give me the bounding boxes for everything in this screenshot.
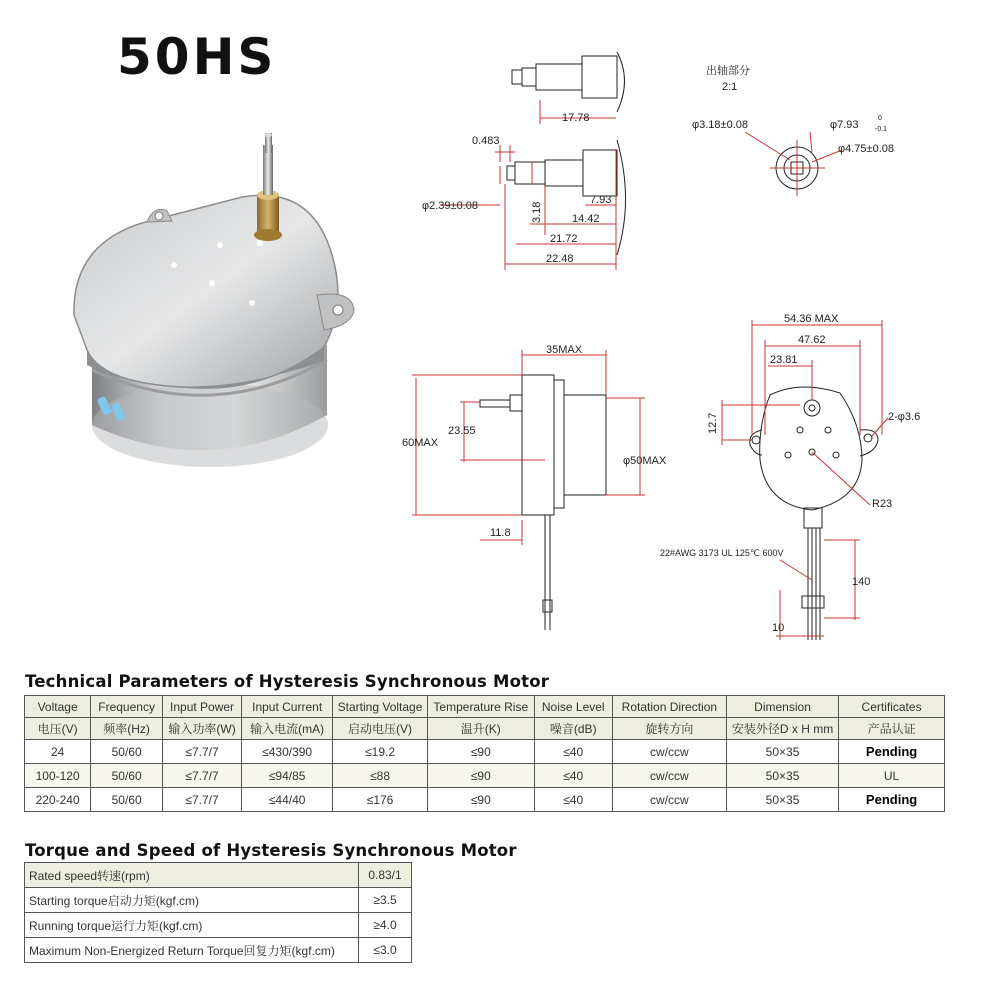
dim-140: 140 (852, 576, 871, 588)
col-certificates-cn: 产品认证 (839, 718, 945, 740)
col-noise-cn: 噪音(dB) (534, 718, 612, 740)
cell-temp-rise: ≤90 (427, 764, 534, 788)
cell-noise: ≤40 (534, 740, 612, 764)
cell-temp-rise: ≤90 (427, 740, 534, 764)
cell-dimension: 50×35 (726, 740, 838, 764)
table-row (25, 888, 412, 913)
dim-7-93: 7.93 (590, 194, 612, 206)
torque-speed-title: Torque and Speed of Hysteresis Synchronous Motor (25, 841, 517, 860)
dim-21-72: 21.72 (550, 233, 578, 245)
table-row (25, 788, 945, 812)
torque-value: ≥4.0 (359, 913, 412, 938)
motor-photo (62, 125, 362, 470)
dim-0-483: 0.483 (472, 135, 500, 147)
dim-phi-7-93: φ7.93 (830, 119, 859, 131)
wire-spec: 22#AWG 3173 UL 125℃ 600V (660, 548, 784, 558)
dim-phi-50max: φ50MAX (623, 455, 667, 467)
table-header-en (25, 696, 945, 718)
motor-side-view (412, 350, 645, 630)
dim-60max: 60MAX (402, 437, 439, 449)
dim-phi-3-18: φ3.18±0.08 (692, 119, 748, 131)
dim-23-55: 23.55 (448, 425, 476, 437)
cell-rotation: cw/ccw (612, 764, 726, 788)
cell-rotation: cw/ccw (612, 740, 726, 764)
table-row (25, 764, 945, 788)
col-starting-voltage-en: Starting Voltage (333, 696, 428, 718)
col-dimension-cn: 安装外径D x H mm (726, 718, 838, 740)
dim-14-42: 14.42 (572, 213, 600, 225)
col-noise-en: Noise Level (534, 696, 612, 718)
cell-starting-voltage: ≤176 (333, 788, 428, 812)
cell-voltage: 220-240 (25, 788, 91, 812)
dim-11-8: 11.8 (490, 527, 511, 539)
torque-value: 0.83/1 (359, 863, 412, 888)
cell-input-current: ≤430/390 (242, 740, 333, 764)
cell-certificates: Pending (839, 740, 945, 764)
dim-3-18: 3.18 (531, 201, 543, 223)
torque-value: ≥3.5 (359, 888, 412, 913)
col-input-power-cn: 输入功率(W) (162, 718, 241, 740)
col-temp-rise-cn: 温升(K) (427, 718, 534, 740)
cell-certificates: Pending (839, 788, 945, 812)
table-header-cn (25, 718, 945, 740)
dim-r23: R23 (872, 498, 893, 510)
dim-12-7: 12.7 (707, 412, 719, 434)
dim-35max: 35MAX (546, 344, 583, 356)
cell-frequency: 50/60 (91, 764, 163, 788)
dim-10: 10 (772, 622, 785, 634)
torque-label: Running torque运行力矩(kgf.cm) (25, 913, 359, 938)
cell-input-power: ≤7.7/7 (162, 788, 241, 812)
torque-value: ≤3.0 (359, 938, 412, 963)
dim-phi-7-93-tol-upper: 0 (878, 115, 882, 122)
motor-front-view (722, 320, 888, 640)
cell-rotation: cw/ccw (612, 788, 726, 812)
cell-starting-voltage: ≤19.2 (333, 740, 428, 764)
torque-label: Starting torque启动力矩(kgf.cm) (25, 888, 359, 913)
cell-noise: ≤40 (534, 788, 612, 812)
model-title: 50HS (117, 28, 277, 86)
dim-17-78: 17.78 (562, 112, 590, 124)
cell-frequency: 50/60 (91, 740, 163, 764)
col-voltage-en: Voltage (25, 696, 91, 718)
cell-certificates: UL (839, 764, 945, 788)
col-input-power-en: Input Power (162, 696, 241, 718)
col-rotation-cn: 旋转方向 (612, 718, 726, 740)
shaft-detail-title: 出轴部分 (706, 65, 750, 77)
torque-label: Maximum Non-Energized Return Torque回复力矩(kgf.cm) (25, 938, 359, 963)
table-row (25, 863, 412, 888)
cell-input-power: ≤7.7/7 (162, 740, 241, 764)
col-dimension-en: Dimension (726, 696, 838, 718)
technical-drawing (400, 40, 1000, 650)
dim-47-62: 47.62 (798, 334, 826, 346)
col-certificates-en: Certificates (839, 696, 945, 718)
dim-2-phi-3-6: 2-φ3.6 (888, 411, 921, 423)
cell-voltage: 24 (25, 740, 91, 764)
col-temp-rise-en: Temperature Rise (427, 696, 534, 718)
table-row (25, 740, 945, 764)
col-voltage-cn: 电压(V) (25, 718, 91, 740)
dim-23-81: 23.81 (770, 354, 798, 366)
cell-noise: ≤40 (534, 764, 612, 788)
col-frequency-en: Frequency (91, 696, 163, 718)
dim-54-36max: 54.36 MAX (784, 313, 839, 325)
cell-input-current: ≤94/85 (242, 764, 333, 788)
torque-label: Rated speed转速(rpm) (25, 863, 359, 888)
technical-parameters-title: Technical Parameters of Hysteresis Synchronous Motor (25, 672, 550, 691)
cell-starting-voltage: ≤88 (333, 764, 428, 788)
cell-dimension: 50×35 (726, 764, 838, 788)
col-input-current-en: Input Current (242, 696, 333, 718)
cell-temp-rise: ≤90 (427, 788, 534, 812)
shaft-end-view (745, 132, 842, 196)
table-row (25, 913, 412, 938)
cell-dimension: 50×35 (726, 788, 838, 812)
table-row (25, 938, 412, 963)
col-input-current-cn: 输入电流(mA) (242, 718, 333, 740)
shaft-detail-scale: 2:1 (722, 81, 738, 93)
col-starting-voltage-cn: 启动电压(V) (333, 718, 428, 740)
col-frequency-cn: 频率(Hz) (91, 718, 163, 740)
cell-input-power: ≤7.7/7 (162, 764, 241, 788)
col-rotation-en: Rotation Direction (612, 696, 726, 718)
torque-speed-table (24, 862, 412, 963)
cell-input-current: ≤44/40 (242, 788, 333, 812)
dim-phi-7-93-tol-lower: -0.1 (875, 126, 888, 133)
dim-phi-2-39: φ2.39±0.08 (422, 200, 478, 212)
technical-parameters-table (24, 695, 945, 812)
dim-phi-4-75: φ4.75±0.08 (838, 143, 894, 155)
cell-voltage: 100-120 (25, 764, 91, 788)
cell-frequency: 50/60 (91, 788, 163, 812)
dim-22-48: 22.48 (546, 253, 574, 265)
